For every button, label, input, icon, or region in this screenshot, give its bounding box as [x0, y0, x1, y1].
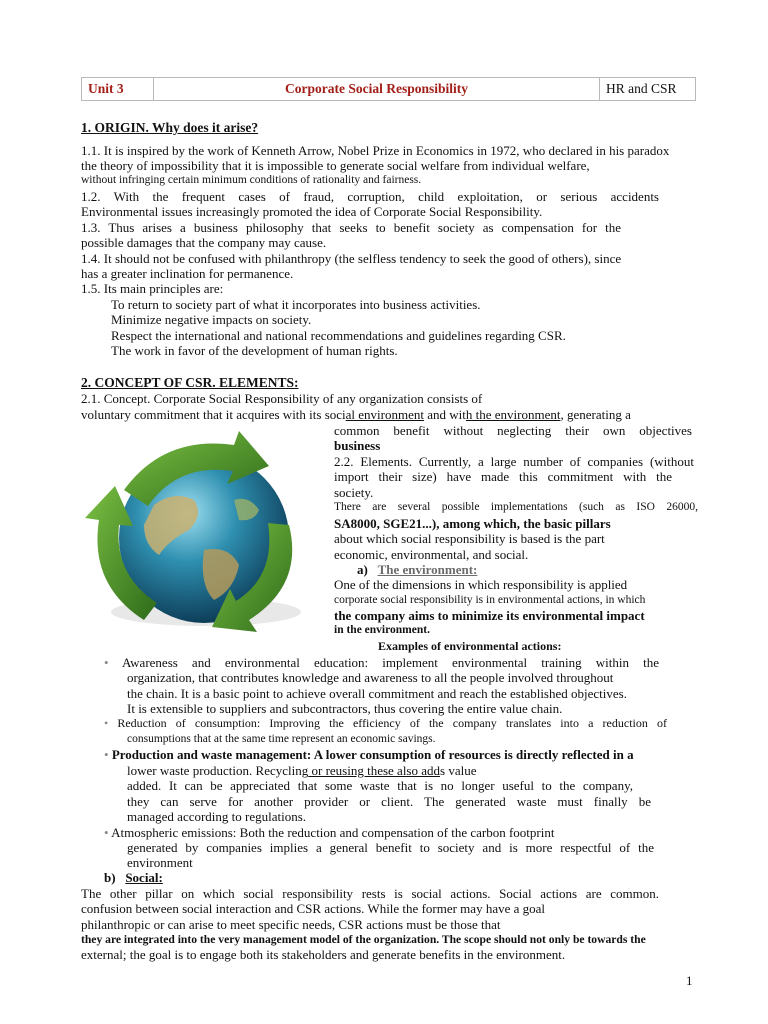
concept-line: in the environment. — [334, 624, 430, 636]
bullet-item — [104, 655, 659, 670]
bullet-text: lower waste production. Recycling — [127, 763, 309, 778]
origin-line: 1.4. It should not be confused with philanthropy (the selfless tendency to seek the good of others), since — [81, 251, 622, 266]
examples-heading: Examples of environmental actions: — [378, 639, 562, 653]
page-number: 1 — [686, 973, 693, 988]
bullet-line: they can serve for another provider or client. The generated waste must finally be — [127, 794, 651, 809]
concept-underlined: al environment — [345, 407, 424, 422]
bullet-line: organization, that contributes knowledge and awareness to all the people involved throughout — [127, 670, 614, 685]
principle-item: To return to society part of what it incorporates into business activities. — [111, 297, 481, 312]
bullet-line: generated by companies implies a general benefit to society and is more respectful of the — [127, 840, 654, 855]
social-line: The other pillar on which social responsibility rests is social actions. Social actions are common. — [81, 886, 659, 901]
bullet-line: environment — [127, 855, 193, 870]
concept-line: 2.2. Elements. Currently, a large number of companies (without — [334, 454, 694, 469]
concept-line: 2.1. Concept. Corporate Social Responsibility of any organization consists of — [81, 391, 483, 406]
unit-header-table — [81, 77, 696, 101]
bullet-line: It is extensible to suppliers and subcontractors, thus covering the entire value chain. — [127, 701, 563, 716]
bullet-marker: • — [104, 655, 109, 670]
origin-line: without infringing certain minimum conditions of rationality and fairness. — [81, 174, 422, 186]
bullet-text: Atmospheric emissions: Both the reduction and compensation of the carbon footprint — [111, 825, 555, 840]
origin-line: 1.1. It is inspired by the work of Kenneth Arrow, Nobel Prize in Economics in 1972, who declared in his paradox — [81, 143, 670, 158]
concept-underlined: h the environment — [465, 407, 561, 422]
concept-line: import their size) have made this commitment with the — [334, 469, 672, 484]
concept-line: the company aims to minimize its environmental impact — [334, 608, 645, 623]
environment-title: The environment: — [377, 562, 478, 577]
bullet-text: s value — [440, 763, 477, 778]
bullet-text: Awareness and environmental education: implement environmental training within the — [121, 655, 659, 670]
unit-label: Unit 3 — [82, 78, 154, 100]
social-title: Social: — [125, 870, 163, 885]
social-line: philanthropic or can arise to meet specific needs, CSR actions must be those that — [81, 917, 501, 932]
bullet-underlined: or reusing these also add — [308, 763, 441, 778]
unit-title: Corporate Social Responsibility — [154, 78, 600, 100]
bullet-line: the chain. It is a basic point to achieve overall commitment and reach the established objectives. — [127, 686, 627, 701]
origin-line: 1.2. With the frequent cases of fraud, corruption, child exploitation, or serious accidents — [81, 189, 659, 204]
bullet-marker: • — [104, 716, 109, 730]
bullet-text: Production and waste management: A lower consumption of resources is directly reflected in a — [111, 747, 634, 762]
origin-line: possible damages that the company may cause. — [81, 235, 327, 250]
bullet-line: added. It can be appreciated that some waste that is no longer useful to the company, — [127, 778, 633, 793]
social-line: external; the goal is to engage both its stakeholders and generate benefits in the environment. — [81, 947, 566, 962]
bullet-line: managed according to regulations. — [127, 809, 307, 824]
concept-heading: 2. CONCEPT OF CSR. ELEMENTS: — [81, 375, 299, 390]
principle-item: Respect the international and national recommendations and guidelines regarding CSR. — [111, 328, 566, 343]
social-subheading — [104, 870, 163, 885]
concept-line: SA8000, SGE21...), among which, the basic pillars — [334, 516, 611, 531]
bullet-item — [104, 825, 554, 840]
environment-letter: a) — [357, 562, 368, 577]
concept-line — [81, 407, 631, 422]
concept-text: voluntary commitment that it acquires with its soci — [81, 407, 346, 422]
social-line: confusion between social interaction and CSR actions. While the former may have a goal — [81, 901, 546, 916]
origin-line: the theory of impossibility that it is impossible to generate social welfare from individual welfare, — [81, 158, 590, 173]
bullet-line: consumptions that at the same time represent an economic savings. — [127, 733, 436, 745]
principle-item: The work in favor of the development of human rights. — [111, 343, 398, 358]
bullet-item — [104, 716, 667, 731]
concept-line: common benefit without neglecting their own objectives — [334, 423, 692, 438]
concept-text: , generating a — [560, 407, 631, 422]
bullet-item — [104, 747, 634, 762]
concept-text: and wit — [424, 407, 466, 422]
social-letter: b) — [104, 870, 116, 885]
principle-item: Minimize negative impacts on society. — [111, 312, 312, 327]
origin-heading: 1. ORIGIN. Why does it arise? — [81, 120, 259, 135]
concept-line: corporate social responsibility is in environmental actions, in which — [334, 594, 646, 606]
concept-line: There are several possible implementations (such as ISO 26000, — [334, 501, 698, 513]
bullet-line — [127, 763, 476, 778]
bullet-marker: • — [104, 825, 109, 840]
concept-line: One of the dimensions in which responsibility is applied — [334, 577, 628, 592]
concept-line: society. — [334, 485, 374, 500]
origin-line: Environmental issues increasingly promoted the idea of Corporate Social Responsibility. — [81, 204, 543, 219]
environment-subheading — [357, 562, 477, 577]
origin-line: 1.5. Its main principles are: — [81, 281, 224, 296]
concept-line: business — [334, 438, 381, 453]
social-line: they are integrated into the very management model of the organization. The scope should not only be towards the — [81, 933, 646, 946]
green-globe-recycle-icon — [84, 430, 324, 635]
origin-line: has a greater inclination for permanence. — [81, 266, 294, 281]
bullet-marker: • — [104, 747, 109, 762]
concept-line: about which social responsibility is based is the part — [334, 531, 605, 546]
origin-line: 1.3. Thus arises a business philosophy that seeks to benefit society as compensation for the — [81, 220, 621, 235]
unit-section: HR and CSR — [606, 81, 677, 96]
concept-line: economic, environmental, and social. — [334, 547, 529, 562]
bullet-text: Reduction of consumption: Improving the efficiency of the company translates into a reduction of — [117, 716, 667, 730]
